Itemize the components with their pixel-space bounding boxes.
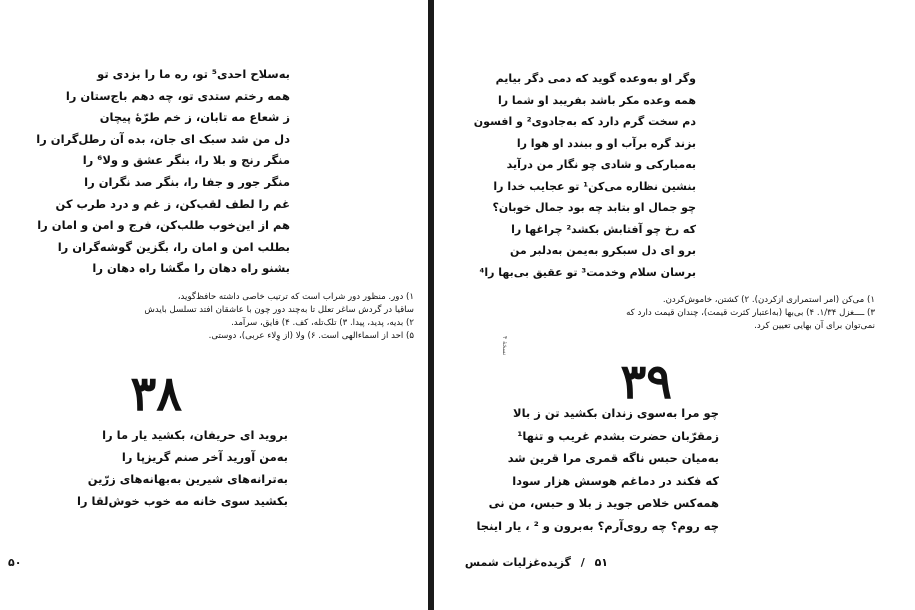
- footnote-line: نمی‌توان برای آن بهایی تعیین کرد.: [754, 321, 875, 331]
- verse-line: همه رختم ستدی تو، چه دهم باج‌ستان را: [65, 88, 290, 103]
- footnote-line: ۱) می‌کن (امر استمراری ازکردن). ۲) کشتن، خاموش‌کردن.: [662, 295, 875, 305]
- verse-line: غم را لطف لقب‌کن، ز غم و درد طرب کن: [55, 196, 290, 211]
- verse-line: به‌من آورید آخر صنم گریزپا را: [121, 450, 288, 464]
- verse-line: هم از این‌خوب طلب‌کن، فرج و امن و امان را: [37, 218, 290, 233]
- footer-separator: /: [580, 556, 585, 569]
- left-footnotes: [144, 291, 414, 343]
- right-poem-bottom: [476, 402, 719, 537]
- left-page-number: ۵۰: [8, 556, 22, 569]
- verse-line: به‌ترانه‌های شیرین به‌بهانه‌های زرّین: [87, 472, 288, 486]
- verse-line: همه وعده مکر باشد بفریبد او شما را: [497, 93, 696, 107]
- margin-note: نسخهٔ ۴: [501, 336, 508, 356]
- verse-line: چه روم؟ چه روی‌آرم؟ به‌برون و ² ، یار اینجا: [476, 518, 719, 533]
- right-poem-number: ۳۹: [620, 354, 672, 410]
- verse-line: برو ای دل سبکرو به‌یمن به‌دلبر من: [509, 244, 696, 257]
- left-poem-bottom: [77, 424, 288, 512]
- footnote-line: ۱) دور. منظور دور شراب است که ترتیب خاصی داشته حافظ‌گوید،: [177, 292, 414, 302]
- verse-line: به‌میان حبس ناگه قمری مرا قرین شد: [507, 451, 719, 465]
- verse-line: بزند گره برآب او و ببندد او هوا را: [516, 136, 696, 150]
- right-footnotes: [626, 294, 875, 333]
- verse-line: چو جمال او بتابد چه بود جمال خوبان؟: [492, 201, 696, 214]
- right-page: [434, 0, 915, 610]
- verse-line: دل من شد سبک ای جان، بده آن رطل‌گران را: [36, 131, 290, 146]
- running-footer: [465, 556, 608, 569]
- left-page: [0, 0, 428, 610]
- verse-line: همه‌کس خلاص جوید ز بلا و حبس، من نی: [488, 496, 719, 510]
- verse-line: بکشید سوی خانه مه خوب خوش‌لقا را: [76, 494, 288, 508]
- verse-line: وگر او به‌وعده گوید که دمی دگر بیایم: [495, 72, 696, 85]
- verse-line: برسان سلام وخدمت³ تو عقیق بی‌بها را⁴: [479, 265, 696, 279]
- footnote-line: ۵) احد از اسماءالهی است. ۶) ولا (از وِلاء عربی)، دوستی.: [208, 331, 414, 341]
- verse-line: بطلب امن و امان را، بگزین گوشه‌گران را: [57, 239, 290, 254]
- verse-line: چو مرا به‌سوی زندان بکشید تن ز بالا: [513, 406, 719, 420]
- verse-line: که فکند در دماغم هوسش هزار سودا: [512, 473, 719, 488]
- verse-line: بنشین نظاره می‌کن¹ تو عجایب خدا را: [493, 179, 696, 193]
- footnote-line: ۲) بدیه، پدید، پیدا. ۳) تلک‌تله، کف. ۴) فایق، سرآمد.: [231, 318, 414, 328]
- verse-line: که رخ چو آفتابش بکشد² چراغها را: [511, 222, 696, 236]
- verse-line: زمقرّبان حضرت بشدم غریب و تنها¹: [517, 428, 719, 443]
- verse-line: منگر رنج و بلا را، بنگر عشق و ولا⁶ را: [82, 153, 290, 168]
- footnote-line: ساقیا در گردش ساغر تعلل تا به‌چند دور چون با عاشقان افتد تسلسل بایدش: [144, 305, 414, 315]
- verse-line: بروید ای حریفان، بکشید یار ما را: [102, 428, 288, 442]
- left-poem-top: [36, 64, 290, 280]
- verse-line: بشنو راه دهان را مگشا راه دهان را: [92, 261, 290, 276]
- verse-line: دم سخت گرم دارد که به‌جادوی² و افسون: [473, 115, 696, 128]
- verse-line: منگر جور و جفا را، بنگر صد نگران را: [84, 174, 290, 189]
- verse-line: به‌سلاح احدی⁵ تو، ره ما را بزدی تو: [97, 67, 290, 81]
- footer-page-number: ۵۱: [594, 556, 608, 569]
- verse-line: ز شعاع مه تابان، ز خم طرّهٔ پیچان: [99, 110, 290, 125]
- left-poem-number: ۳۸: [130, 366, 182, 422]
- right-poem-top: [474, 68, 696, 283]
- footnote-line: ۳) ــــغزل ۱/۳۴. ۴) بی‌بها (به‌اعتبار کثرت قیمت)، چندان قیمت دارد که: [626, 308, 875, 318]
- verse-line: به‌مبارکی و شادی چو نگار من درآید: [506, 158, 696, 171]
- running-title: گزیده‌غزلیات شمس: [464, 556, 571, 569]
